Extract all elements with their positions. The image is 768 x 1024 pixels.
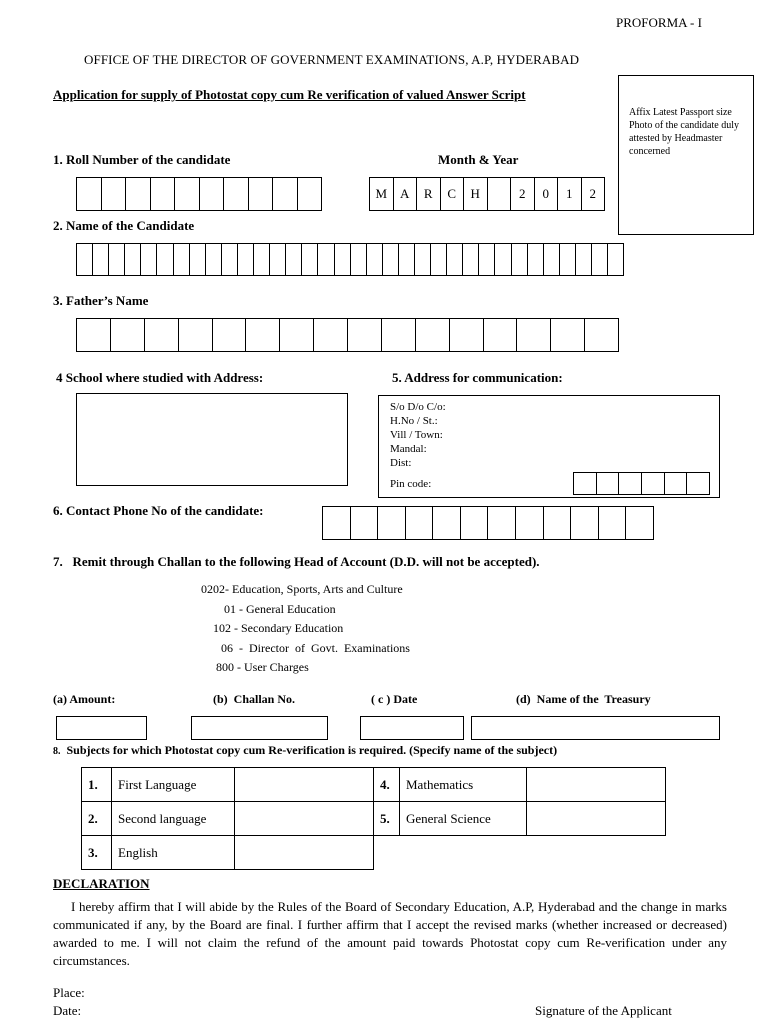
name-box[interactable] (512, 244, 528, 275)
subjects-number: 8. (53, 746, 61, 757)
subject-name: English (112, 836, 235, 870)
name-box[interactable] (351, 244, 367, 275)
pin-box[interactable] (619, 473, 642, 494)
name-box[interactable] (335, 244, 351, 275)
pin-box[interactable] (597, 473, 620, 494)
name-box[interactable] (544, 244, 560, 275)
father-box[interactable] (213, 319, 247, 351)
father-box[interactable] (517, 319, 551, 351)
place-label: Place: (53, 985, 85, 1000)
roll-box[interactable] (77, 178, 102, 210)
name-box[interactable] (463, 244, 479, 275)
father-box[interactable] (382, 319, 416, 351)
account-line: 800 - User Charges (216, 660, 309, 674)
father-name-boxes[interactable] (76, 318, 619, 352)
phone-box[interactable] (323, 507, 351, 539)
roll-box[interactable] (102, 178, 127, 210)
father-box[interactable] (348, 319, 382, 351)
subject-number: 4. (374, 768, 400, 802)
phone-box[interactable] (599, 507, 627, 539)
subject-name: Second language (112, 802, 235, 836)
month-year-char: 0 (535, 178, 559, 210)
name-box[interactable] (77, 244, 93, 275)
father-box[interactable] (111, 319, 145, 351)
father-box[interactable] (585, 319, 619, 351)
month-year-char: A (394, 178, 418, 210)
phone-box[interactable] (488, 507, 516, 539)
father-box[interactable] (280, 319, 314, 351)
father-box[interactable] (314, 319, 348, 351)
name-box[interactable] (560, 244, 576, 275)
date-input[interactable] (360, 716, 464, 740)
address-line: Dist: (390, 457, 412, 469)
address-line: H.No / St.: (390, 415, 438, 427)
name-box[interactable] (286, 244, 302, 275)
father-box[interactable] (450, 319, 484, 351)
subjects-text: Subjects for which Photostat copy cum Re-verification is required. (Specify name of the subject) (66, 743, 558, 757)
subject-entry[interactable] (527, 768, 666, 802)
pin-box[interactable] (665, 473, 688, 494)
account-line: 0202- Education, Sports, Arts and Culture (201, 582, 403, 596)
phone-label: 6. Contact Phone No of the candidate: (53, 503, 264, 518)
table-row (82, 836, 666, 870)
name-box[interactable] (592, 244, 608, 275)
phone-box[interactable] (406, 507, 434, 539)
month-year-boxes (369, 177, 605, 211)
roll-box[interactable] (151, 178, 176, 210)
subject-name: First Language (112, 768, 235, 802)
subject-entry[interactable] (235, 768, 374, 802)
amount-input[interactable] (56, 716, 147, 740)
school-address-box[interactable] (76, 393, 348, 486)
name-box[interactable] (399, 244, 415, 275)
month-year-char: 1 (558, 178, 582, 210)
name-box[interactable] (318, 244, 334, 275)
name-box[interactable] (254, 244, 270, 275)
remit-label: 7. Remit through Challan to the following Head of Account (D.D. will not be accepted). (53, 554, 540, 569)
father-box[interactable] (416, 319, 450, 351)
father-box[interactable] (179, 319, 213, 351)
subject-number: 3. (82, 836, 112, 870)
roll-box[interactable] (200, 178, 225, 210)
challan-input[interactable] (191, 716, 328, 740)
name-box[interactable] (222, 244, 238, 275)
month-year-char: 2 (511, 178, 535, 210)
pin-code-label: Pin code: (390, 478, 432, 490)
account-line: 01 - General Education (224, 601, 336, 616)
father-box[interactable] (77, 319, 111, 351)
father-box[interactable] (246, 319, 280, 351)
roll-box[interactable] (224, 178, 249, 210)
name-box[interactable] (415, 244, 431, 275)
name-box[interactable] (383, 244, 399, 275)
month-year-char: 2 (582, 178, 606, 210)
address-line: Vill / Town: (390, 429, 443, 441)
subjects-table (81, 767, 666, 870)
pin-box[interactable] (574, 473, 597, 494)
name-box[interactable] (190, 244, 206, 275)
phone-box[interactable] (378, 507, 406, 539)
phone-box[interactable] (433, 507, 461, 539)
name-box[interactable] (608, 244, 624, 275)
table-row (82, 802, 666, 836)
month-year-label: Month & Year (438, 152, 519, 167)
school-label: 4 School where studied with Address: (56, 370, 264, 385)
address-label: 5. Address for communication: (392, 370, 563, 385)
application-title: Application for supply of Photostat copy cum Re verification of valued Answer Script (53, 87, 526, 102)
name-box[interactable] (431, 244, 447, 275)
roll-box[interactable] (175, 178, 200, 210)
address-lines (390, 400, 446, 470)
name-box[interactable] (238, 244, 254, 275)
table-row (82, 768, 666, 802)
month-year-char: C (441, 178, 465, 210)
name-box[interactable] (270, 244, 286, 275)
subject-name: General Science (400, 802, 527, 836)
roll-box[interactable] (126, 178, 151, 210)
phone-box[interactable] (461, 507, 489, 539)
month-year-char: R (417, 178, 441, 210)
name-box[interactable] (141, 244, 157, 275)
name-box[interactable] (528, 244, 544, 275)
subject-entry[interactable] (527, 802, 666, 836)
father-box[interactable] (484, 319, 518, 351)
name-box[interactable] (125, 244, 141, 275)
treasury-input[interactable] (471, 716, 720, 740)
phone-boxes[interactable] (322, 506, 654, 540)
roll-number-boxes[interactable] (76, 177, 322, 211)
name-box[interactable] (109, 244, 125, 275)
photo-instructions: Affix Latest Passport size Photo of the candidate duly attested by Headmaster concerned (629, 107, 739, 157)
phone-box[interactable] (544, 507, 572, 539)
subjects-label (53, 743, 557, 758)
date-label: ( c ) Date (371, 692, 418, 706)
subject-number: 2. (82, 802, 112, 836)
roll-box[interactable] (273, 178, 298, 210)
phone-box[interactable] (626, 507, 654, 539)
address-line: S/o D/o C/o: (390, 401, 446, 413)
subject-entry[interactable] (235, 802, 374, 836)
declaration-body: I hereby affirm that I will abide by the Rules of the Board of Secondary Education, A.P, Hyderabad and the change in marks communicated if any, by the Board are final. I further affirm that I accept the revised marks (whether increased or decreased) awarded to me. I will not claim the refund of the amount paid towards Photostat copy cum Re-verification under any circumstances. (53, 899, 727, 968)
empty-cell (374, 836, 400, 870)
name-box[interactable] (174, 244, 190, 275)
name-box[interactable] (367, 244, 383, 275)
name-box[interactable] (302, 244, 318, 275)
empty-cell (527, 836, 666, 870)
phone-box[interactable] (571, 507, 599, 539)
month-year-char: M (370, 178, 394, 210)
name-box[interactable] (576, 244, 592, 275)
phone-box[interactable] (351, 507, 379, 539)
pin-box[interactable] (687, 473, 710, 494)
candidate-name-boxes[interactable] (76, 243, 624, 276)
empty-cell (400, 836, 527, 870)
subject-number: 5. (374, 802, 400, 836)
name-box[interactable] (447, 244, 463, 275)
proforma-label: PROFORMA - I (616, 15, 702, 30)
declaration-heading: DECLARATION (53, 876, 150, 891)
father-box[interactable] (145, 319, 179, 351)
phone-box[interactable] (516, 507, 544, 539)
name-box[interactable] (157, 244, 173, 275)
father-box[interactable] (551, 319, 585, 351)
address-line: Mandal: (390, 443, 427, 455)
signature-label: Signature of the Applicant (535, 1003, 672, 1018)
roll-box[interactable] (249, 178, 274, 210)
pin-box[interactable] (642, 473, 665, 494)
date-field-label: Date: (53, 1003, 82, 1018)
name-box[interactable] (495, 244, 511, 275)
month-year-char (488, 178, 512, 210)
account-line: 06 - Director of Govt. Examinations (221, 640, 410, 655)
roll-box[interactable] (298, 178, 323, 210)
subject-number: 1. (82, 768, 112, 802)
month-year-char: H (464, 178, 488, 210)
pin-code-boxes[interactable] (573, 472, 710, 495)
account-line: 102 - Secondary Education (213, 621, 344, 635)
candidate-name-label: 2. Name of the Candidate (53, 218, 195, 233)
amount-label: (a) Amount: (53, 692, 116, 706)
name-box[interactable] (479, 244, 495, 275)
head-of-account (201, 580, 410, 678)
roll-number-label: 1. Roll Number of the candidate (53, 152, 231, 167)
challan-label: (b) Challan No. (213, 692, 296, 706)
photo-box (618, 75, 754, 235)
subject-entry[interactable] (235, 836, 374, 870)
father-name-label: 3. Father’s Name (53, 293, 149, 308)
name-box[interactable] (206, 244, 222, 275)
subject-name: Mathematics (400, 768, 527, 802)
office-title: OFFICE OF THE DIRECTOR OF GOVERNMENT EXAMINATIONS, A.P, HYDERABAD (84, 52, 580, 67)
treasury-label: (d) Name of the Treasury (516, 692, 651, 706)
name-box[interactable] (93, 244, 109, 275)
